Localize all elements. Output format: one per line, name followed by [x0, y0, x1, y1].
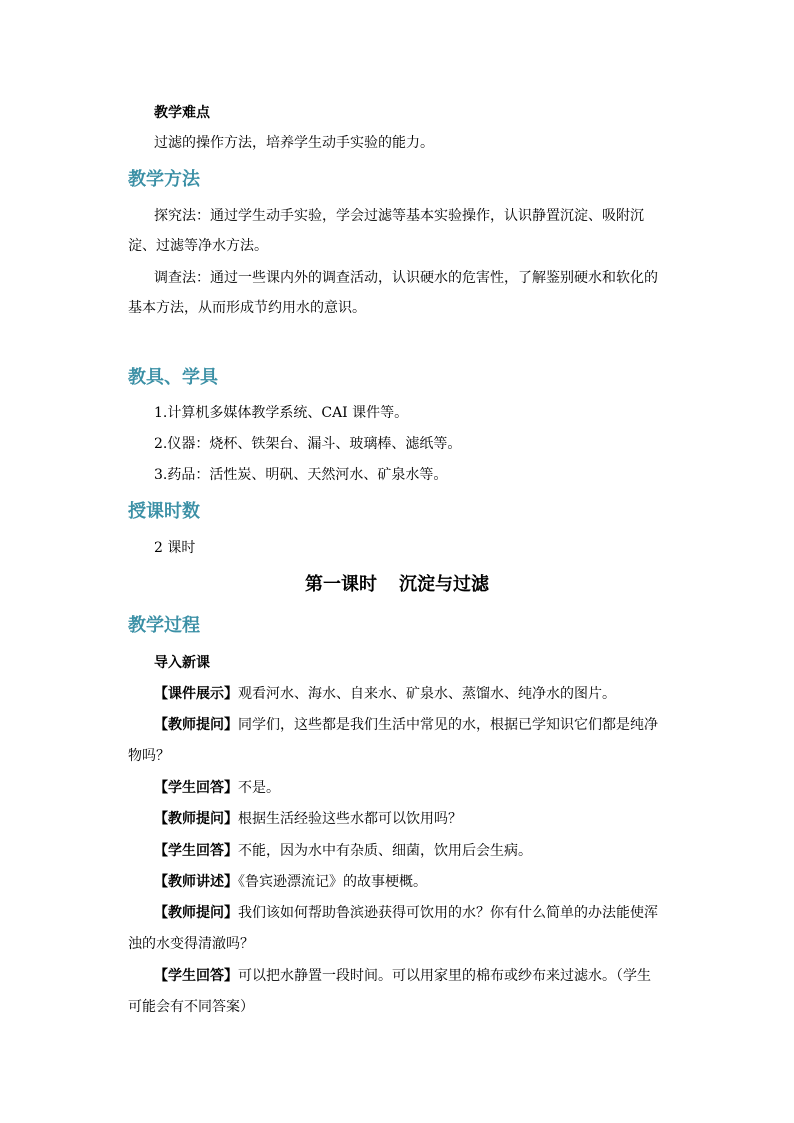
difficulty-heading: 教学难点 — [154, 105, 210, 121]
entry-tag: 【教师提问】 — [154, 811, 238, 827]
entry-text: 同学们，这些都是我们生活中常见的水，根据已学知识它们都是纯净 — [238, 717, 658, 733]
hours-heading: 授课时数 — [128, 501, 200, 522]
entry-tag: 【教师讲述】 — [154, 874, 238, 890]
methods-p1-line1: 探究法：通过学生动手实验，学会过滤等基本实验操作，认识静置沉淀、吸附沉 — [154, 208, 644, 224]
difficulty-text: 过滤的操作方法，培养学生动手实验的能力。 — [154, 135, 434, 151]
tools-item-1: 1.计算机多媒体教学系统、CAI 课件等。 — [154, 405, 409, 421]
entry-tag: 【学生回答】 — [154, 843, 238, 859]
hours-text: 2 课时 — [154, 540, 196, 556]
process-entry-3 — [154, 778, 280, 798]
methods-heading: 教学方法 — [128, 169, 200, 190]
entry-text: 不是。 — [238, 780, 280, 796]
entry-text: 可以把水静置一段时间。可以用家里的棉布或纱布来过滤水。（学生 — [238, 968, 651, 984]
tools-item-2: 2.仪器：烧杯、铁架台、漏斗、玻璃棒、滤纸等。 — [154, 436, 462, 452]
methods-p2-line1: 调查法：通过一些课内外的调查活动，认识硬水的危害性，了解鉴别硬水和软化的 — [154, 270, 658, 286]
process-entry-8 — [154, 966, 651, 986]
entry-tag: 【教师提问】 — [154, 717, 238, 733]
entry-text: 《鲁宾逊漂流记》的故事梗概。 — [238, 874, 427, 890]
process-entry-2-cont: 物吗？ — [128, 748, 170, 764]
process-heading: 教学过程 — [128, 615, 200, 636]
entry-text: 根据生活经验这些水都可以饮用吗？ — [238, 811, 462, 827]
entry-text: 观看河水、海水、自来水、矿泉水、蒸馏水、纯净水的图片。 — [238, 686, 616, 702]
lesson-title-part1: 第一课时 — [305, 574, 377, 595]
process-entry-1 — [154, 684, 616, 704]
entry-text: 不能，因为水中有杂质、细菌，饮用后会生病。 — [238, 843, 532, 859]
process-entry-5 — [154, 841, 532, 861]
methods-p1-line2: 淀、过滤等净水方法。 — [128, 238, 268, 254]
process-entry-2 — [154, 715, 658, 735]
process-entry-8-cont: 可能会有不同答案） — [128, 999, 254, 1015]
process-entry-7-cont: 浊的水变得清澈吗？ — [128, 936, 254, 952]
process-entry-6 — [154, 872, 427, 892]
entry-tag: 【学生回答】 — [154, 780, 238, 796]
entry-tag: 【学生回答】 — [154, 968, 238, 984]
lesson-title — [0, 573, 794, 597]
tools-heading: 教具、学具 — [128, 367, 218, 388]
process-entry-4 — [154, 809, 462, 829]
tools-item-3: 3.药品：活性炭、明矾、天然河水、矿泉水等。 — [154, 467, 448, 483]
process-entry-7 — [154, 903, 658, 923]
intro-heading: 导入新课 — [154, 655, 210, 671]
entry-tag: 【课件展示】 — [154, 686, 238, 702]
lesson-title-part2: 沉淀与过滤 — [399, 574, 489, 595]
methods-p2-line2: 基本方法，从而形成节约用水的意识。 — [128, 300, 366, 316]
entry-text: 我们该如何帮助鲁滨逊获得可饮用的水？你有什么简单的办法能使浑 — [238, 905, 658, 921]
entry-tag: 【教师提问】 — [154, 905, 238, 921]
